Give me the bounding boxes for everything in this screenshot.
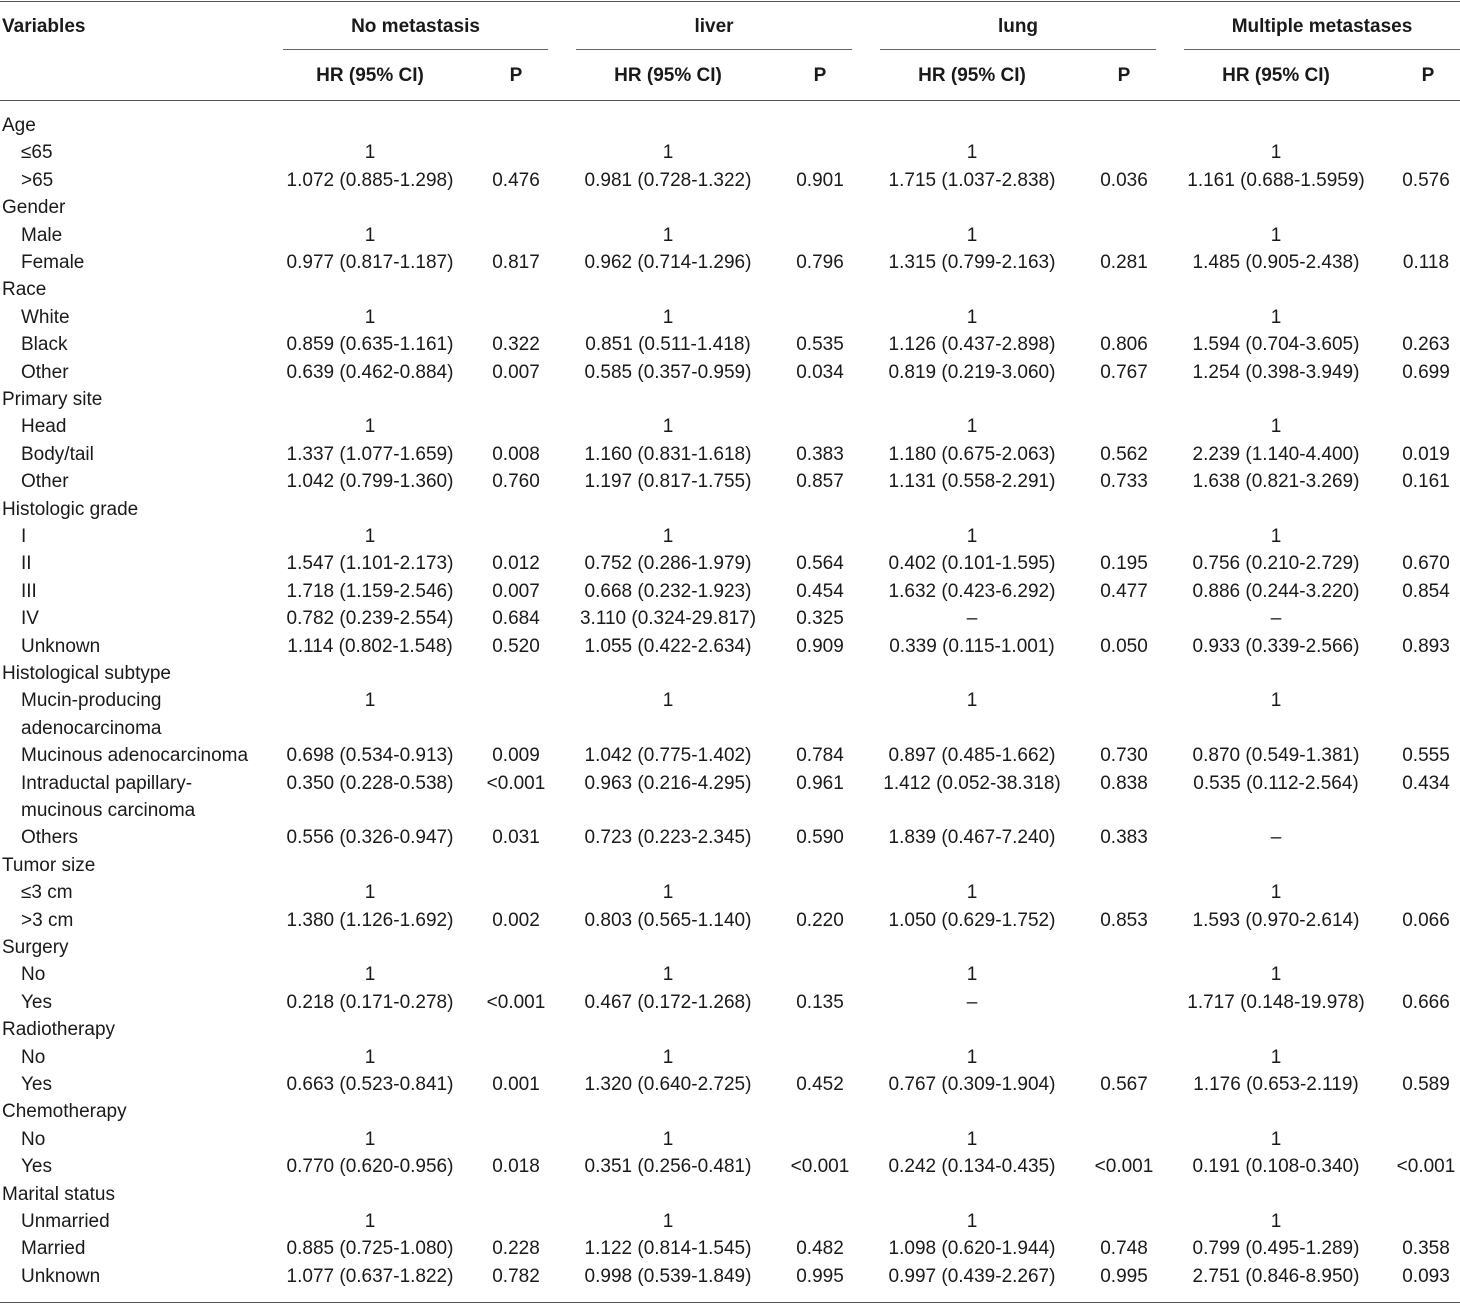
table-row (0, 578, 1460, 605)
p-value: 0.535 (796, 334, 844, 356)
group-underline (576, 49, 852, 50)
hr-value: 0.782 (0.239-2.554) (286, 608, 454, 630)
p-value: 0.031 (492, 827, 540, 849)
hr-value: 1.315 (0.799-2.163) (888, 252, 1056, 273)
p-value: 0.018 (492, 1156, 540, 1178)
hr-header: HR (95% CI) (1222, 65, 1330, 86)
hr-value: 1 (364, 1046, 376, 1068)
hr-value: 1 (966, 224, 978, 246)
p-value: 0.590 (796, 827, 844, 849)
hr-value: 1 (966, 964, 978, 986)
hr-value: 1.638 (0.821-3.269) (1192, 471, 1360, 493)
table-row (0, 167, 1460, 194)
hr-value: 1 (1270, 1046, 1282, 1068)
p-value: 0.281 (1100, 252, 1148, 273)
category-row (0, 934, 1460, 961)
p-value: 0.034 (796, 361, 844, 383)
hr-value: 1.055 (0.422-2.634) (584, 635, 752, 657)
hr-value: 1.098 (0.620-1.944) (888, 1238, 1056, 1260)
group-underline (1184, 49, 1460, 50)
variable-label: Married (21, 1238, 86, 1260)
p-value: 0.008 (492, 443, 540, 465)
hr-value: 2.239 (1.140-4.400) (1192, 443, 1360, 465)
table-row (0, 687, 1460, 742)
p-value: 0.857 (796, 471, 844, 493)
hr-value: 0.535 (0.112-2.564) (1193, 772, 1359, 794)
hr-value: 1.042 (0.775-1.402) (584, 745, 752, 767)
variable-label: Male (21, 224, 63, 246)
hr-value: 0.756 (0.210-2.729) (1192, 553, 1360, 575)
p-value: 0.520 (492, 635, 540, 657)
p-value: 0.093 (1402, 1265, 1450, 1287)
variable-label: Unknown (21, 1265, 101, 1287)
variable-label: ≤65 (21, 142, 53, 164)
category-label: Surgery (2, 937, 69, 958)
p-value: 0.325 (796, 608, 844, 630)
hr-value: 1.717 (0.148-19.978) (1187, 991, 1365, 1013)
hr-value: 1.122 (0.814-1.545) (584, 1238, 752, 1260)
hr-value: 1 (1270, 142, 1282, 164)
p-value: 0.817 (492, 252, 540, 273)
hr-value: 0.556 (0.326-0.947) (286, 827, 454, 849)
hr-value: 1.839 (0.467-7.240) (888, 827, 1056, 849)
table-row (0, 1235, 1460, 1262)
p-value: 0.576 (1402, 169, 1450, 191)
hr-header: HR (95% CI) (316, 65, 424, 86)
hr-value: 0.350 (0.228-0.538) (286, 772, 454, 794)
table-row (0, 1071, 1460, 1098)
variable-label: I (21, 526, 27, 547)
variable-label: IV (21, 608, 39, 630)
p-value: 0.760 (492, 471, 540, 493)
p-value: 0.452 (796, 1074, 844, 1095)
hr-value: 1.131 (0.558-2.291) (888, 471, 1056, 493)
category-label: Histologic grade (2, 498, 139, 520)
table-row (0, 249, 1460, 276)
hr-value: 1 (662, 416, 674, 438)
hr-value: 1.126 (0.437-2.898) (888, 334, 1056, 356)
p-value: 0.730 (1100, 745, 1148, 767)
p-value: 0.796 (796, 252, 844, 273)
hr-value: 0.723 (0.223-2.345) (584, 827, 752, 849)
group-header-multiple-metastases: Multiple metastases (1231, 16, 1413, 37)
hr-value: 1 (1270, 964, 1282, 986)
variable-label: Yes (21, 991, 52, 1013)
p-value: 0.564 (796, 553, 844, 575)
p-value: 0.228 (492, 1238, 540, 1260)
hr-value: 1.412 (0.052-38.318) (883, 772, 1061, 794)
hr-value: 1.337 (1.077-1.659) (286, 443, 454, 465)
p-value: 0.476 (492, 169, 540, 191)
category-label: Gender (2, 197, 66, 219)
variable-label: Other (21, 361, 69, 383)
p-value: 0.002 (492, 909, 540, 931)
p-value: 0.434 (1402, 772, 1450, 794)
p-value: 0.893 (1402, 635, 1450, 657)
variable-label: ≤3 cm (21, 882, 73, 904)
p-value: 0.358 (1402, 1238, 1450, 1260)
p-value: 0.001 (492, 1074, 540, 1095)
p-value: 0.853 (1100, 909, 1148, 931)
table-row (0, 879, 1460, 906)
group-header-liver: liver (694, 16, 734, 37)
hr-value: 1 (1270, 1128, 1282, 1150)
p-value: <0.001 (1396, 1156, 1456, 1178)
p-value: 0.383 (796, 443, 844, 465)
table-row (0, 1263, 1460, 1290)
p-value: 0.135 (796, 991, 844, 1013)
table-row (0, 331, 1460, 358)
p-value: 0.477 (1100, 580, 1148, 602)
p-value: 0.195 (1100, 553, 1148, 575)
hr-value: 1.176 (0.653-2.119) (1193, 1074, 1359, 1095)
hr-value: 1 (364, 526, 376, 547)
hr-value: 0.585 (0.357-0.959) (584, 361, 752, 383)
variable-label: Yes (21, 1074, 52, 1095)
category-row (0, 1016, 1460, 1043)
hr-value: 1.197 (0.817-1.755) (584, 471, 752, 493)
hr-value: 1 (1270, 416, 1282, 438)
hr-value: 1 (662, 142, 674, 164)
p-value: 0.562 (1100, 443, 1148, 465)
p-value: 0.012 (492, 553, 540, 575)
header-rule (0, 100, 1460, 101)
p-value: 0.784 (796, 745, 844, 767)
hr-value: 0.218 (0.171-0.278) (286, 991, 454, 1013)
category-row (0, 276, 1460, 303)
variable-label: White (21, 306, 70, 328)
hr-value: 1 (364, 416, 376, 438)
hr-value: 1 (662, 882, 674, 904)
hr-value: 1 (1270, 306, 1282, 328)
hr-value: 1.114 (0.802-1.548) (287, 635, 453, 657)
variable-label: Unmarried (21, 1211, 110, 1232)
table-bottom-rule (0, 1302, 1460, 1303)
hr-value: 0.998 (0.539-1.849) (584, 1265, 752, 1287)
category-label: Tumor size (2, 854, 96, 876)
hr-value: 1.632 (0.423-6.292) (888, 580, 1056, 602)
table-row (0, 523, 1460, 550)
variable-label: Unknown (21, 635, 101, 657)
hr-value: 1 (966, 1128, 978, 1150)
group-header-lung: lung (997, 16, 1039, 37)
hr-value: 0.663 (0.523-0.841) (286, 1074, 454, 1095)
hr-value: 1 (662, 964, 674, 986)
category-row (0, 1098, 1460, 1125)
hr-value: 1 (966, 1211, 978, 1232)
hr-value: 1 (364, 1211, 376, 1232)
hr-value: 0.870 (0.549-1.381) (1192, 745, 1360, 767)
table-row (0, 770, 1460, 825)
hr-value: 1 (364, 964, 376, 986)
category-row (0, 194, 1460, 221)
hr-value: 0.933 (0.339-2.566) (1192, 635, 1360, 657)
table-row (0, 413, 1460, 440)
p-value: <0.001 (1094, 1156, 1154, 1178)
table-row (0, 633, 1460, 660)
p-value: 0.019 (1402, 443, 1450, 465)
hr-value: 1 (662, 224, 674, 246)
category-label: Chemotherapy (2, 1101, 127, 1123)
hr-value: 1 (662, 1128, 674, 1150)
p-value: 0.050 (1100, 635, 1148, 657)
category-row (0, 852, 1460, 879)
p-value: 0.995 (796, 1265, 844, 1287)
hr-value: 0.851 (0.511-1.418) (585, 334, 751, 356)
table-row (0, 989, 1460, 1016)
variable-label: Body/tail (21, 443, 94, 465)
p-value: 0.118 (1402, 252, 1450, 273)
hr-value: 1.594 (0.704-3.605) (1192, 334, 1360, 356)
hr-value: 0.770 (0.620-0.956) (286, 1156, 454, 1178)
variable-label: Others (21, 827, 79, 849)
hr-value: 0.639 (0.462-0.884) (286, 361, 454, 383)
group-underline (880, 49, 1156, 50)
p-value: 0.454 (796, 580, 844, 602)
table-row (0, 605, 1460, 632)
p-header: P (1421, 65, 1435, 86)
table-row (0, 742, 1460, 769)
table-row (0, 468, 1460, 495)
hr-value: 0.698 (0.534-0.913) (286, 745, 454, 767)
hr-value: 0.886 (0.244-3.220) (1192, 580, 1360, 602)
hr-value: 1.718 (1.159-2.546) (286, 580, 454, 602)
p-value: 0.961 (796, 772, 844, 794)
table-row (0, 1126, 1460, 1153)
table-row (0, 359, 1460, 386)
category-label: Primary site (2, 389, 103, 410)
hr-value: 1.320 (0.640-2.725) (584, 1074, 752, 1095)
hr-value: 1 (662, 1046, 674, 1068)
table-row (0, 550, 1460, 577)
p-value: 0.748 (1100, 1238, 1148, 1260)
category-row (0, 496, 1460, 523)
category-label: Radiotherapy (2, 1019, 116, 1041)
hr-value: 1 (662, 306, 674, 328)
hr-value: 1.715 (1.037-2.838) (888, 169, 1056, 191)
hr-value: 1 (966, 142, 978, 164)
variable-label: No (21, 1046, 46, 1068)
hr-value: 0.977 (0.817-1.187) (286, 252, 454, 273)
p-value: 0.066 (1402, 909, 1450, 931)
variable-label: Head (21, 416, 67, 438)
hr-value: 1 (1270, 224, 1282, 246)
table-row (0, 1153, 1460, 1180)
hr-value: 0.467 (0.172-1.268) (584, 991, 752, 1013)
variable-label: III (21, 580, 37, 602)
p-value: 0.220 (796, 909, 844, 931)
hr-value: 0.402 (0.101-1.595) (888, 553, 1056, 575)
p-value: 0.009 (492, 745, 540, 767)
table-row (0, 961, 1460, 988)
hr-value: 1.160 (0.831-1.618) (584, 443, 752, 465)
hr-value: 1.380 (1.126-1.692) (286, 909, 454, 931)
hr-value: – (966, 991, 978, 1013)
p-value: <0.001 (486, 772, 546, 794)
hr-value: 0.191 (0.108-0.340) (1192, 1156, 1360, 1178)
hr-value: 1.072 (0.885-1.298) (286, 169, 454, 191)
p-value: 0.854 (1402, 580, 1450, 602)
p-value: 0.036 (1100, 169, 1148, 191)
hr-value: 1 (364, 306, 376, 328)
category-label: Age (2, 115, 36, 136)
p-value: 0.263 (1402, 334, 1450, 356)
hr-value: 1.077 (0.637-1.822) (286, 1265, 454, 1287)
hr-value: 0.963 (0.216-4.295) (584, 772, 752, 794)
hr-value: 0.339 (0.115-1.001) (889, 635, 1055, 657)
variable-label: >3 cm (21, 909, 74, 931)
variable-label: Mucinous adenocarcinoma (21, 745, 249, 767)
variable-label: Intraductal papillary-mucinous carcinoma (21, 772, 196, 821)
p-value: <0.001 (790, 1156, 850, 1178)
p-header: P (509, 65, 523, 86)
hr-value: 0.885 (0.725-1.080) (286, 1238, 454, 1260)
p-value: 0.909 (796, 635, 844, 657)
hr-value: 0.819 (0.219-3.060) (888, 361, 1056, 383)
hr-value: 1 (966, 882, 978, 904)
hr-value: 1 (364, 690, 376, 712)
hr-value: 0.859 (0.635-1.161) (286, 334, 454, 356)
variable-label: >65 (21, 169, 54, 191)
p-value: 0.670 (1402, 553, 1450, 575)
hr-value: 1 (966, 1046, 978, 1068)
hr-value: 1 (364, 142, 376, 164)
p-value: 0.767 (1100, 361, 1148, 383)
hr-value: 1 (364, 224, 376, 246)
category-row (0, 1181, 1460, 1208)
p-value: 0.733 (1100, 471, 1148, 493)
hr-value: – (1270, 608, 1282, 630)
variable-label: Yes (21, 1156, 52, 1178)
hr-value: 1 (662, 1211, 674, 1232)
p-value: 0.383 (1100, 827, 1148, 849)
variable-label: Black (21, 334, 68, 356)
table-row (0, 1208, 1460, 1235)
variable-label: No (21, 964, 46, 986)
hr-value: 1 (662, 690, 674, 712)
header-variables: Variables (2, 16, 86, 37)
hr-value: 1 (1270, 526, 1282, 547)
p-value: 0.555 (1402, 745, 1450, 767)
variable-label: II (21, 553, 32, 575)
hr-value: 0.752 (0.286-1.979) (584, 553, 752, 575)
hr-value: 0.981 (0.728-1.322) (584, 169, 752, 191)
hr-value: 1.042 (0.799-1.360) (286, 471, 454, 493)
hr-value: 1 (966, 690, 978, 712)
hr-value: 1.161 (0.688-1.5959) (1187, 169, 1365, 191)
hr-value: 2.751 (0.846-8.950) (1192, 1265, 1360, 1287)
p-value: 0.684 (492, 608, 540, 630)
p-value: 0.838 (1100, 772, 1148, 794)
variable-label: Mucin-producing adenocarcinoma (21, 690, 162, 739)
p-header: P (813, 65, 827, 86)
hr-value: 1.547 (1.101-2.173) (286, 553, 454, 575)
hr-value: 0.799 (0.495-1.289) (1192, 1238, 1360, 1260)
hr-value: 0.767 (0.309-1.904) (888, 1074, 1056, 1095)
variable-label: No (21, 1128, 46, 1150)
hr-value: 3.110 (0.324-29.817) (579, 608, 757, 630)
table-row (0, 441, 1460, 468)
hr-value: 0.997 (0.439-2.267) (888, 1265, 1056, 1287)
table-row (0, 304, 1460, 331)
table-row (0, 1044, 1460, 1071)
hr-value: 1.593 (0.970-2.614) (1192, 909, 1360, 931)
hr-value: 1 (1270, 690, 1282, 712)
p-value: 0.007 (492, 580, 540, 602)
hr-value: 1 (364, 1128, 376, 1150)
p-value: 0.782 (492, 1265, 540, 1287)
hr-value: 1 (966, 306, 978, 328)
p-value: 0.699 (1402, 361, 1450, 383)
hr-value: – (966, 608, 978, 630)
p-value: 0.007 (492, 361, 540, 383)
hr-value: 0.668 (0.232-1.923) (584, 580, 752, 602)
p-value: 0.161 (1402, 471, 1450, 493)
hr-value: 0.897 (0.485-1.662) (888, 745, 1056, 767)
category-label: Race (2, 279, 47, 301)
table-row (0, 139, 1460, 166)
category-row (0, 660, 1460, 687)
table-row (0, 222, 1460, 249)
hr-value: – (1270, 827, 1282, 849)
hr-value: 1 (662, 526, 674, 547)
table-row (0, 824, 1460, 851)
p-value: 0.901 (796, 169, 844, 191)
category-row (0, 112, 1460, 139)
hr-value: 1 (1270, 1211, 1282, 1232)
category-row (0, 386, 1460, 413)
p-value: 0.995 (1100, 1265, 1148, 1287)
table-row (0, 907, 1460, 934)
p-value: 0.589 (1402, 1074, 1450, 1095)
hr-value: 0.803 (0.565-1.140) (584, 909, 752, 931)
p-value: 0.666 (1402, 991, 1450, 1013)
group-header-no-metastasis: No metastasis (351, 16, 480, 37)
p-header: P (1117, 65, 1131, 86)
hr-value: 0.351 (0.256-0.481) (584, 1156, 752, 1178)
hr-header: HR (95% CI) (918, 65, 1026, 86)
hr-value: 1.180 (0.675-2.063) (888, 443, 1056, 465)
table-top-rule (0, 1, 1460, 2)
group-underline (283, 49, 548, 50)
hr-value: 1.485 (0.905-2.438) (1192, 252, 1360, 273)
hr-header: HR (95% CI) (614, 65, 722, 86)
hr-value: 1 (966, 526, 978, 547)
variable-label: Female (21, 252, 85, 273)
p-value: 0.567 (1100, 1074, 1148, 1095)
hr-value: 1 (966, 416, 978, 438)
hr-value: 1.050 (0.629-1.752) (888, 909, 1056, 931)
hr-value: 1 (1270, 882, 1282, 904)
category-label: Marital status (2, 1183, 115, 1205)
hr-value: 1.254 (0.398-3.949) (1192, 361, 1360, 383)
p-value: 0.806 (1100, 334, 1148, 356)
hr-value: 1 (364, 882, 376, 904)
category-label: Histological subtype (2, 663, 171, 684)
p-value: 0.482 (796, 1238, 844, 1260)
p-value: 0.322 (492, 334, 540, 356)
hr-value: 0.962 (0.714-1.296) (584, 252, 752, 273)
p-value: <0.001 (486, 991, 546, 1013)
hr-value: 0.242 (0.134-0.435) (888, 1156, 1056, 1178)
variable-label: Other (21, 471, 69, 493)
